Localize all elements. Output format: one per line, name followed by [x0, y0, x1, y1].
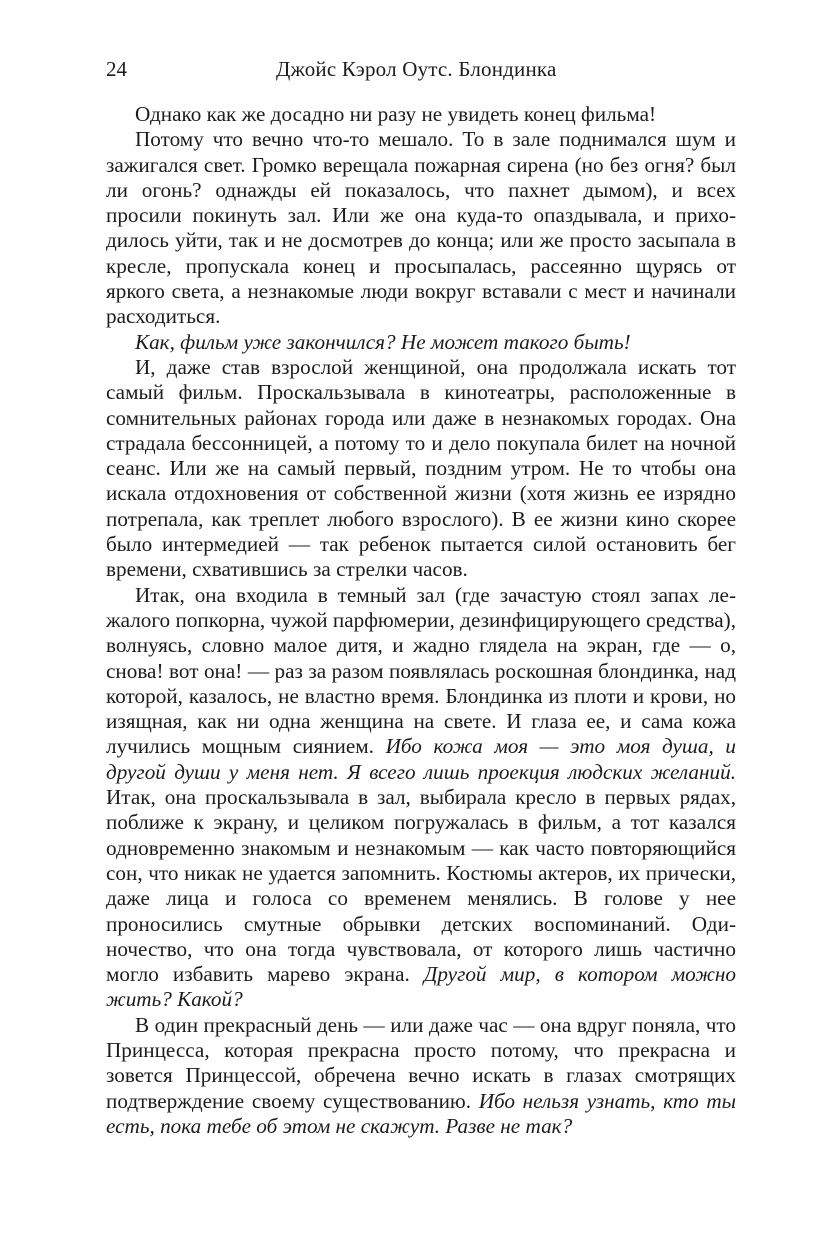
- text-run: Итак, она проскальзывала в зал, выбирала кресло в первых рядах, поближе к экрану, и целиком погружалась в фильм, а тот казался одновременно знакомым и незнакомым — как часто повторяющийся сон, что никак не удается запомнить. Костюмы актеров, их прически, даже лица и голоса со временем менялись. В голове у нее проносились смутные обрывки детских воспоминаний. Одиночество, что она тогда чувствовала, от которого лишь частично могло избавить марево экрана.: [106, 785, 736, 987]
- italic-text: Другой мир, в котором можно жить? Какой?: [106, 962, 737, 1012]
- italic-text: Ибо нельзя узнать, кто ты есть, пока тебе об этом не скажут. Разве не так?: [106, 1088, 736, 1138]
- italic-text: Как, фильм уже закончился? Не может такого быть!: [135, 329, 631, 354]
- paragraph: [106, 583, 736, 1013]
- text-run: Однако как же досадно ни разу не увидеть конец фильма!: [135, 102, 657, 126]
- running-title: Джойс Кэрол Оутс. Блондинка: [276, 57, 557, 81]
- text-run: Итак, она входила в темный зал (где зачастую стоял запах лежалого попкорна, чужой парфюмерии, дезинфицирующего средства), волнуясь, словно малое дитя, и жадно глядела на экран, где — о, снова! вот она! — раз за разом появлялась роскошная блондинка, над которой, казалось, не властно время. Блондинка из плоти и крови, но изящная, как ни одна женщина на свете. И глаза ее, и сама кожа лучились мощным сиянием.: [106, 582, 736, 759]
- running-header: [106, 55, 736, 83]
- text-run: И, даже став взрослой женщиной, она продолжала искать тот самый фильм. Проскальзывала в кинотеатры, расположенные в сомнительных районах города или даже в незнакомых городах. Она страдала бессонницей, а потому то и дело покупала билет на ночной сеанс. Или же на самый первый, поздним утром. Не то чтобы она искала отдохновения от собственной жизни (хотя жизнь ее изрядно потрепала, как треплет любого взрослого). В ее жизни кино скорее было интермедией — так ребенок пытается силой остановить бег времени, схватившись за стрелки часов.: [106, 354, 736, 582]
- paragraph: [106, 355, 736, 583]
- paragraph: [106, 127, 736, 329]
- italic-text: Ибо кожа моя — это моя душа, и другой души у меня нет. Я всего лишь проекция людских желаний.: [106, 734, 737, 784]
- paragraph: [106, 102, 736, 127]
- paragraph: [106, 1013, 736, 1139]
- body-text: [106, 102, 736, 1139]
- page-number: 24: [106, 57, 127, 81]
- text-run: В один прекрасный день — или даже час — она вдруг поняла, что Принцесса, которая прекрасна просто потому, что прекрасна и зовется Принцессой, обречена вечно искать в глазах смотрящих подтверждение своему существованию.: [106, 1012, 736, 1113]
- text-run: Потому что вечно что-то мешало. То в зале поднимался шум и зажигался свет. Громко верещала пожарная сирена (но без огня? был ли огонь? однажды ей показалось, что пахнет дымом), и всех просили покинуть зал. Или же она куда-то опаздывала, и приходилось уйти, так и не досмотрев до конца; или же просто засыпала в кресле, пропускала конец и просыпалась, рассеянно щурясь от яркого света, а незнакомые люди вокруг вставали с мест и начинали расходиться.: [106, 127, 736, 329]
- paragraph: [106, 330, 736, 355]
